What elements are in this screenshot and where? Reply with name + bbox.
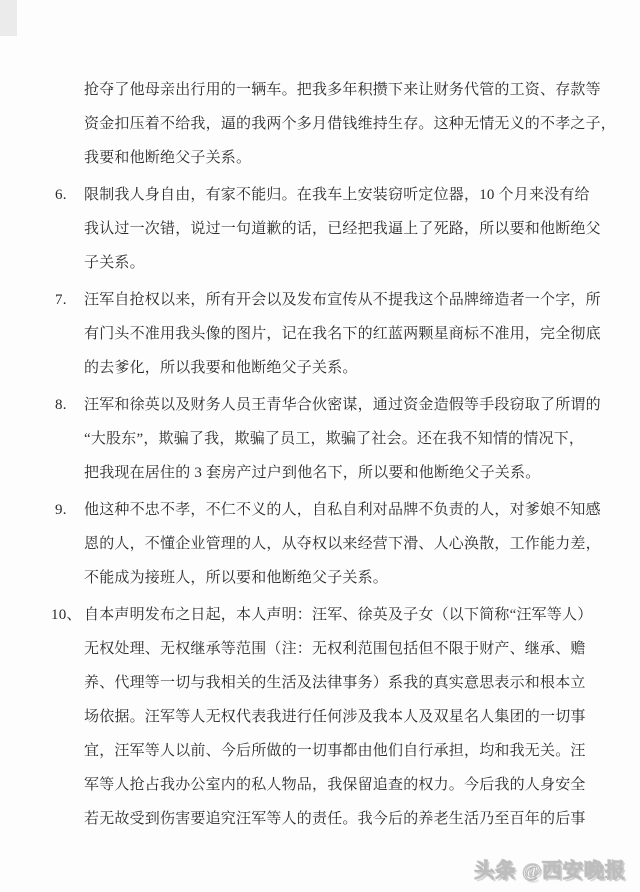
text-line: 自本声明发布之日起，本人声明：汪军、徐英及子女（以下简称“汪军等人） xyxy=(84,607,593,623)
text-line: 把我现在居住的 3 套房产过户到他名下，所以要和他断绝父子关系。 xyxy=(84,465,541,481)
text-line: 他这种不忠不孝，不仁不义的人，自私自利对品牌不负责的人，对爹娘不知感 xyxy=(84,502,601,518)
list-item-8 xyxy=(0,388,640,490)
text-line: 资金扣压着不给我，逼的我两个多月借钱维持生存。这种无情无义的不孝之子， xyxy=(84,116,617,132)
text-line: “大股东”，欺骗了我，欺骗了员工，欺骗了社会。还在我不知情的情况下， xyxy=(84,431,585,447)
item-text xyxy=(84,73,640,175)
text-line: 宜，汪军等人以前、今后所做的一切事都由他们自行承担，均和我无关。汪 xyxy=(84,743,586,759)
text-line: 无权处理、无权继承等范围（注：无权利范围包括但不限于财产、继承、赡 xyxy=(84,641,586,657)
item-text xyxy=(84,598,640,836)
item-text xyxy=(84,493,640,595)
text-line: 恩的人，不懂企业管理的人，从夺权以来经营下滑、人心涣散，工作能力差， xyxy=(84,536,601,552)
item-number: 10、 xyxy=(51,607,82,623)
text-line: 抢夺了他母亲出行用的一辆车。把我多年积攒下来让财务代管的工资、存款等 xyxy=(84,82,601,98)
item-text xyxy=(84,283,640,385)
toutiao-watermark: 头条 @西安晚报 xyxy=(474,860,626,882)
text-line: 不能成为接班人，所以要和他断绝父子关系。 xyxy=(84,570,389,586)
text-line: 汪军自抢权以来，所有开会以及发布宣传从不提我这个品牌缔造者一个字，所 xyxy=(84,292,601,308)
list-item-6 xyxy=(0,178,640,280)
text-line: 场依据。汪军等人无权代表我进行任何涉及我本人及双星名人集团的一切事 xyxy=(84,709,586,725)
text-line: 的去爹化，所以我要和他断绝父子关系。 xyxy=(84,360,358,376)
text-line: 我认过一次错，说过一句道歉的话，已经把我逼上了死路，所以要和他断绝父 xyxy=(84,221,601,237)
text-line: 子关系。 xyxy=(84,255,145,271)
list-item-7 xyxy=(0,283,640,385)
text-line: 限制我人身自由，有家不能归。在我车上安装窃听定位器，10 个月来没有给 xyxy=(84,187,590,203)
item-number: 7. xyxy=(55,292,67,308)
item-number: 6. xyxy=(55,187,67,203)
item-number: 8. xyxy=(55,397,67,413)
list-item-5-continuation xyxy=(0,73,640,175)
list-item-9 xyxy=(0,493,640,595)
list-item-10 xyxy=(0,598,640,836)
text-line: 汪军和徐英以及财务人员王青华合伙密谋，通过资金造假等手段窃取了所谓的 xyxy=(84,397,601,413)
text-line: 养、代理等一切与我相关的生活及法律事务）系我的真实意思表示和根本立 xyxy=(84,675,586,691)
text-line: 若无故受到伤害要追究汪军等人的责任。我今后的养老生活乃至百年的后事 xyxy=(84,811,586,827)
scan-edge-artifact xyxy=(0,0,17,36)
item-text xyxy=(84,178,640,280)
statement-document xyxy=(0,73,640,839)
item-text xyxy=(84,388,640,490)
text-line: 有门头不准用我头像的图片，记在我名下的红蓝两颗星商标不准用，完全彻底 xyxy=(84,326,601,342)
text-line: 军等人抢占我办公室内的私人物品，我保留追查的权力。今后我的人身安全 xyxy=(84,777,586,793)
text-line: 我要和他断绝父子关系。 xyxy=(84,150,252,166)
item-number: 9. xyxy=(55,502,67,518)
